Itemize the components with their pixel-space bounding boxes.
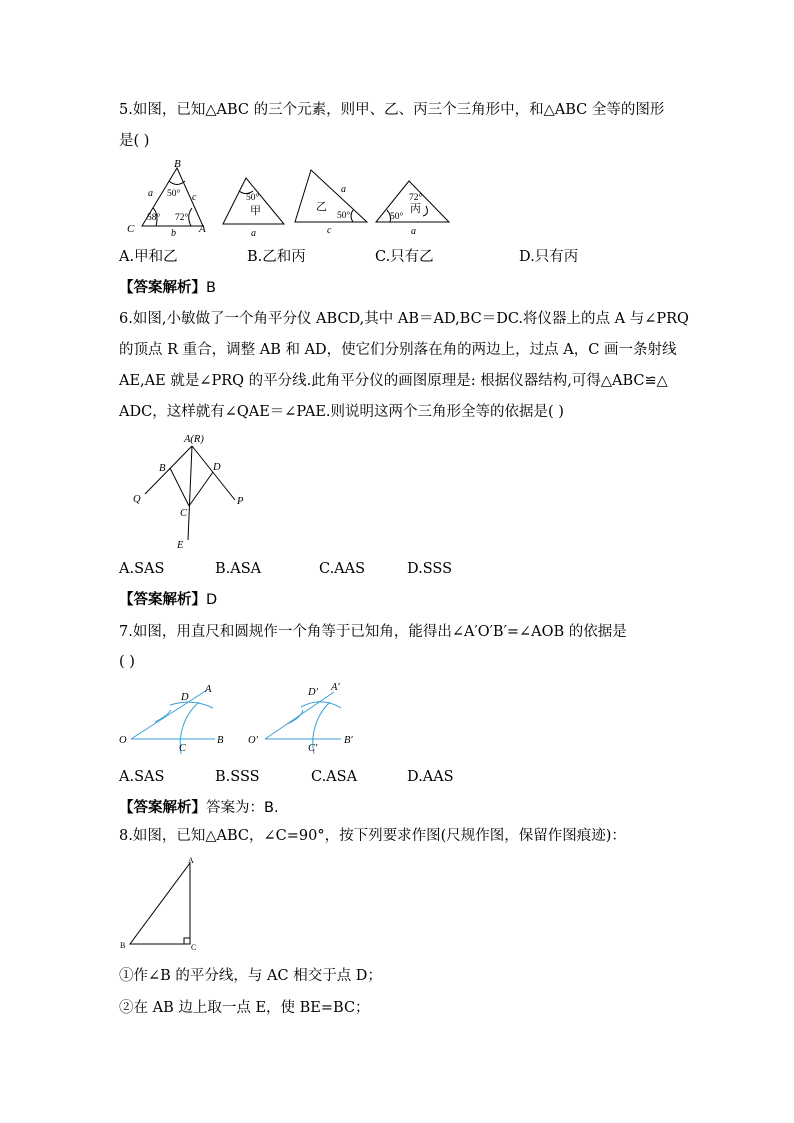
q6-line4: ADC，这样就有∠QAE＝∠PAE.则说明这两个三角形全等的依据是( ) bbox=[119, 404, 564, 420]
yi-side-a: a bbox=[341, 184, 346, 195]
q8-step1: ①作∠B 的平分线，与 AC 相交于点 D； bbox=[119, 968, 382, 984]
q6-option-a: A.SAS bbox=[119, 561, 165, 577]
q5-answer-label: 【答案解析】 bbox=[119, 280, 206, 296]
jia-label: 甲 bbox=[250, 205, 261, 217]
q5-line1: 5.如图，已知△ABC 的三个元素，则甲、乙、丙三个三角形中，和△ABC 全等的图形 bbox=[119, 102, 665, 118]
right-label-c: C′ bbox=[308, 743, 318, 754]
q5-figure bbox=[119, 158, 459, 240]
q8-step2: ②在 AB 边上取一点 E，使 BE=BC； bbox=[119, 1000, 370, 1016]
label-p: P bbox=[237, 496, 244, 507]
q7-option-c: C.ASA bbox=[311, 769, 358, 785]
abc-angle-b: 50° bbox=[167, 189, 181, 199]
construction-right bbox=[265, 692, 341, 754]
right-label-d: D′ bbox=[308, 687, 318, 698]
q7-line1: 7.如图，用直尺和圆规作一个角等于已知角，能得出∠A′O′B′=∠AOB 的依据是 bbox=[119, 624, 627, 640]
label-e: E bbox=[177, 540, 184, 551]
left-label-c: C bbox=[179, 743, 187, 754]
q7-answer-label: 【答案解析】 bbox=[119, 800, 206, 816]
angle-bisector-device bbox=[145, 446, 235, 540]
triangle-yi bbox=[295, 170, 367, 222]
q6-figure bbox=[125, 430, 265, 552]
q7-option-d: D.AAS bbox=[407, 769, 454, 785]
q6-answer-label: 【答案解析】 bbox=[119, 592, 206, 608]
bing-angle-50: 50° bbox=[390, 212, 404, 222]
label-q: Q bbox=[133, 494, 141, 505]
q8-figure bbox=[118, 855, 208, 955]
left-label-d: D bbox=[181, 692, 189, 703]
right-triangle-abc bbox=[130, 863, 190, 944]
label-a-r: A(R) bbox=[184, 434, 204, 445]
q5-answer bbox=[119, 278, 216, 298]
q8-label-c: C bbox=[191, 943, 197, 952]
bing-angle-72: 72° bbox=[409, 193, 423, 203]
q5-line2: 是( ) bbox=[119, 133, 150, 149]
q7-option-b: B.SSS bbox=[215, 769, 260, 785]
q6-line2: 的顶点 R 重合，调整 AB 和 AD，使它们分别落在角的两边上，过点 A，C 画一条射线 bbox=[119, 342, 677, 358]
q6-line3: AE,AE 就是∠PRQ 的平分线.此角平分仪的画图原理是: 根据仪器结构,可得△ABC≌△ bbox=[119, 373, 668, 389]
q6-option-b: B.ASA bbox=[215, 561, 262, 577]
abc-side-c: c bbox=[192, 192, 197, 203]
q6-option-c: C.AAS bbox=[319, 561, 366, 577]
q5-option-c: C.只有乙 bbox=[375, 249, 434, 265]
right-label-a: A′ bbox=[331, 682, 340, 693]
q6-answer-value: D bbox=[206, 592, 218, 608]
abc-angle-c: 58° bbox=[147, 213, 161, 223]
abc-vertex-c: C bbox=[127, 223, 135, 235]
left-label-a: A bbox=[205, 684, 212, 695]
q7-option-a: A.SAS bbox=[119, 769, 165, 785]
label-c: C bbox=[180, 508, 188, 519]
right-label-b: B′ bbox=[344, 735, 353, 746]
q7-answer bbox=[119, 798, 279, 818]
q6-answer bbox=[119, 590, 217, 610]
q7-line2: ( ) bbox=[119, 654, 135, 670]
q5-answer-value: B bbox=[206, 280, 216, 296]
jia-side: a bbox=[251, 228, 256, 239]
bing-label: 丙 bbox=[410, 203, 421, 215]
q8-label-a: A bbox=[188, 856, 194, 865]
abc-side-b: b bbox=[171, 228, 176, 239]
label-b: B bbox=[159, 463, 166, 474]
abc-angle-a: 72° bbox=[175, 213, 189, 223]
q5-option-a: A.甲和乙 bbox=[119, 249, 178, 265]
abc-side-a: a bbox=[148, 188, 153, 199]
jia-angle: 50° bbox=[246, 193, 260, 203]
yi-label: 乙 bbox=[316, 201, 327, 213]
right-label-o: O′ bbox=[248, 735, 258, 746]
construction-left bbox=[131, 690, 215, 754]
abc-vertex-b: B bbox=[174, 158, 181, 170]
q8-label-b: B bbox=[120, 941, 126, 950]
bing-side: a bbox=[411, 226, 416, 237]
q5-option-d: D.只有丙 bbox=[519, 249, 579, 265]
q7-figure bbox=[115, 680, 375, 760]
q8-line1: 8.如图，已知△ABC，∠C=90°，按下列要求作图(尺规作图，保留作图痕迹)： bbox=[119, 828, 626, 844]
left-label-o: O bbox=[119, 735, 127, 746]
yi-angle: 50° bbox=[337, 211, 351, 221]
q5-option-b: B.乙和丙 bbox=[247, 249, 306, 265]
left-label-b: B bbox=[217, 735, 224, 746]
label-d: D bbox=[213, 462, 221, 473]
q6-line1: 6.如图,小敏做了一个角平分仪 ABCD,其中 AB＝AD,BC＝DC.将仪器上的点 A 与∠PRQ bbox=[119, 311, 689, 327]
q7-answer-value: 答案为：B. bbox=[206, 800, 279, 816]
q6-option-d: D.SSS bbox=[407, 561, 453, 577]
abc-vertex-a: A bbox=[199, 223, 206, 235]
yi-side-c: c bbox=[327, 225, 332, 236]
